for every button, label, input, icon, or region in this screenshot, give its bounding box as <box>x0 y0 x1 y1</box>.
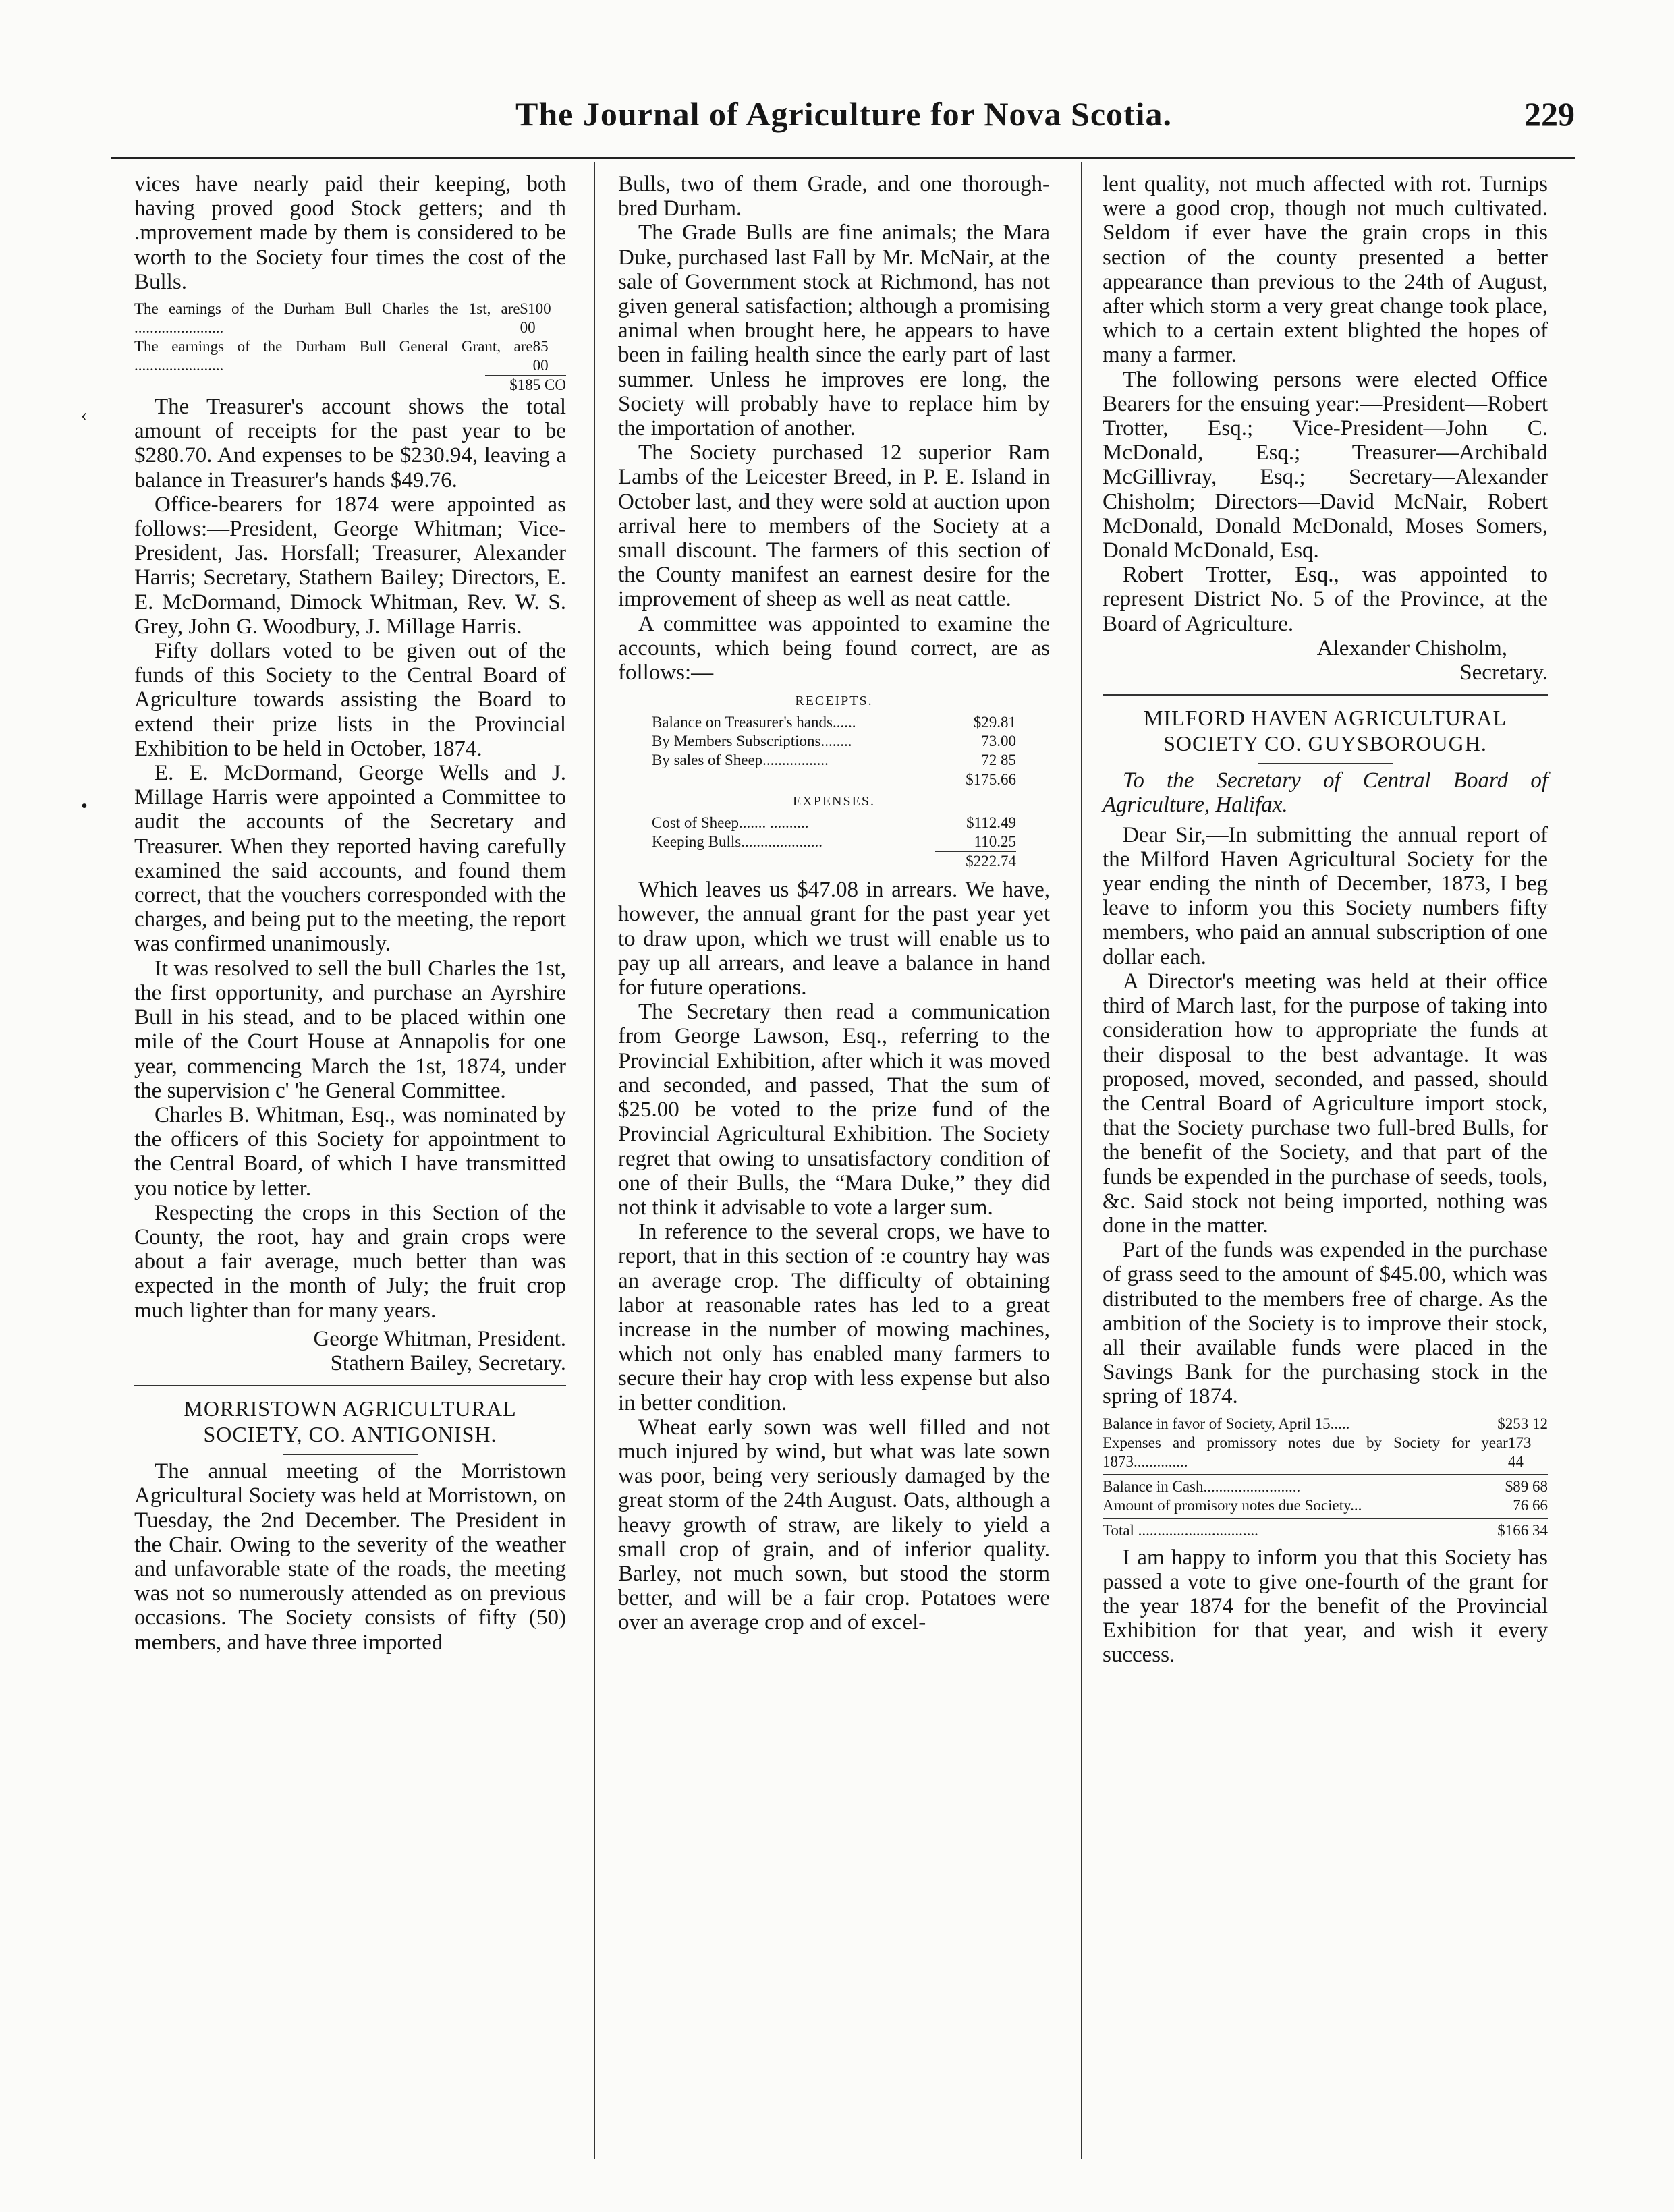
paragraph: It was resolved to sell the bull Charles the 1st, the first opportunity, and purchase an Ayrshire Bull in his stead, and to be placed within one mile of the Court House at Annapolis for one year, commencing March the 1st, 1874, under the supervision c' 'he General Committee. <box>134 956 566 1103</box>
table-row <box>652 832 1016 851</box>
section-rule <box>134 1385 566 1386</box>
table-total: $175.66 <box>935 770 1016 789</box>
row-label: Cost of Sheep....... .......... <box>652 814 809 832</box>
row-value: 85 00 <box>532 338 549 374</box>
signature-line: George Whitman, President. <box>313 1326 566 1351</box>
address-line: To the Secretary of Central Board of Agriculture, Halifax. <box>1103 768 1548 818</box>
table-divider <box>1103 1518 1548 1519</box>
row-label: The earnings of the Durham Bull Charles the 1st, are ....................... <box>134 300 520 337</box>
heading-rule <box>283 1454 418 1455</box>
row-value: 76 66 <box>1513 1496 1548 1514</box>
column-1 <box>134 172 566 1655</box>
table-row <box>1103 1415 1548 1434</box>
paragraph: Office-bearers for 1874 were appointed as follows:—President, George Whitman; Vice-President, Jas. Horsfall; Treasurer, Alexander Harris; Secretary, Stathern Bailey; Directors, E. E. McDormand, Dimock Whitman, Rev. W. S. Grey, John G. Woodbury, J. Millage Harris. <box>134 492 566 639</box>
row-label: By sales of Sheep................. <box>652 751 829 769</box>
bull-earnings-table <box>134 300 566 395</box>
table-row <box>1103 1521 1548 1540</box>
paragraph: Part of the funds was expended in the purchase of grass seed to the amount of $45.00, which was distributed to the members free of charge. As the ambition of the Society is to improve their stock, all their available funds were placed in the Savings Bank for the purchasing stock in the spring of 1874. <box>1103 1238 1548 1409</box>
signature-line: Alexander Chisholm, <box>1316 635 1507 660</box>
paragraph: The Grade Bulls are fine animals; the Mara Duke, purchased last Fall by Mr. McNair, at the sale of Government stock at Richmond, has not given general satisfaction; although a promising animal when brought here, he appears to have been in failing health since the early part of last summer. Unless he improves ere long, the Society will probably have to replace him by the importation of another. <box>618 221 1050 441</box>
signature-line: Stathern Bailey, Secretary. <box>330 1351 566 1376</box>
row-label: Balance in favor of Society, April 15..... <box>1103 1415 1350 1432</box>
row-label: Balance on Treasurer's hands...... <box>652 714 856 731</box>
table-row <box>652 732 1016 751</box>
paragraph: A Director's meeting was held at their office third of March last, for the purpose of taking into consideration how to appropriate the funds at their disposal to the best advantage. It was proposed, moved, seconded, and passed, should the Central Board of Agriculture import stock, that the Society purchase two full-bred Bulls, for the benefit of the Society, and that part of the funds be expended in the purchase of seeds, tools, &c. Said stock not being imported, nothing was done in the matter. <box>1103 969 1548 1238</box>
page-header <box>111 94 1575 147</box>
row-label: Total ............................... <box>1103 1521 1258 1539</box>
section-heading: MORRISTOWN AGRICULTURAL SOCIETY, CO. ANTIGONISH. <box>184 1396 517 1447</box>
paragraph: lent quality, not much affected with rot. Turnips were a good crop, though not much cultivated. Seldom if ever have the grain crops in this section of the county presented a better appearance than previous to the 24th of August, after which storm a very great change took place, which to a certain extent blighted the hopes of many a farmer. <box>1103 172 1548 368</box>
society-accounts-table <box>1103 1415 1548 1540</box>
row-value: $100 00 <box>520 300 551 337</box>
table-total: $185 CO <box>485 375 566 395</box>
margin-mark: • <box>81 796 88 817</box>
paragraph: The annual meeting of the Morristown Agricultural Society was held at Morristown, on Tuesday, the 2nd December. The President in the Chair. Owing to the severity of the weather and unfavorable state of the roads, the meeting was not so numerously attended as on previous occasions. The Society consists of fifty (50) members, and have three imported <box>134 1459 566 1655</box>
paragraph: Fifty dollars voted to be given out of the funds of this Society to the Central Board of Agriculture towards assisting the Board to extend their prize lists in the Provincial Exhibition to be held in October, 1874. <box>134 639 566 761</box>
table-row <box>134 300 566 337</box>
paragraph: Wheat early sown was well filled and not much injured by wind, but what was late sown was poor, being very seriously damaged by the great storm of the 24th August. Oats, although a heavy growth of straw, are likely to yield a small crop of grain, and of inferior quality. Barley, not much sown, but stood the storm better, and will be a fair crop. Potatoes were over an average crop and of excel- <box>618 1415 1050 1635</box>
expenses-heading: EXPENSES. <box>793 794 875 810</box>
table-row <box>134 337 566 375</box>
page-number: 229 <box>1524 95 1575 133</box>
paragraph: Respecting the crops in this Section of the County, the root, hay and grain crops were about a fair average, much better than was expected in the month of July; the fruit crop much lighter than for many years. <box>134 1200 566 1323</box>
section-heading: MILFORD HAVEN AGRICULTURAL SOCIETY CO. GUYSBOROUGH. <box>1143 706 1507 756</box>
paragraph: Dear Sir,—In submitting the annual report of the Milford Haven Agricultural Society for the year ending the ninth of December, 1873, I beg leave to inform you this Society numbers fifty members, who paid an annual subscription of one dollar each. <box>1103 822 1548 969</box>
row-value: 110.25 <box>974 833 1016 851</box>
table-row <box>652 751 1016 770</box>
paragraph: The Society purchased 12 superior Ram Lambs of the Leicester Breed, in P. E. Island in October last, and they were sold at auction upon arrival here to members of the Society at a small discount. The farmers of this section of the County manifest an earnest desire for the improvement of sheep as well as neat cattle. <box>618 441 1050 612</box>
table-row <box>1103 1496 1548 1515</box>
row-value: $112.49 <box>966 814 1016 832</box>
row-value: $89 68 <box>1505 1477 1548 1495</box>
table-row <box>652 713 1016 732</box>
table-row <box>652 814 1016 832</box>
row-value: 173 44 <box>1507 1434 1532 1470</box>
heading-rule <box>1258 763 1393 764</box>
row-value: $253 12 <box>1497 1415 1548 1432</box>
receipts-heading: RECEIPTS. <box>795 693 873 709</box>
paragraph: In reference to the several crops, we have to report, that in this section of :e country hay was an average crop. The difficulty of obtaining labor at reasonable rates has led to a great increase in the number of mowing machines, which not only has enabled many farmers to secure their hay crop with less expense but also in better condition. <box>618 1220 1050 1415</box>
paragraph: Charles B. Whitman, Esq., was nominated by the officers of this Society for appointment to the Central Board, of which I have transmitted you notice by letter. <box>134 1102 566 1201</box>
column-2 <box>618 172 1050 1635</box>
row-value: 73.00 <box>981 733 1016 750</box>
row-label: The earnings of the Durham Bull General Grant, are ....................... <box>134 338 533 374</box>
column-divider <box>594 162 595 2159</box>
row-label: Amount of promisory notes due Society... <box>1103 1496 1362 1514</box>
paragraph: I am happy to inform you that this Society has passed a vote to give one-fourth of the grant for the year 1874 for the benefit of the Provincial Exhibition for that year, and wish it every success. <box>1103 1545 1548 1668</box>
paragraph: Which leaves us $47.08 in arrears. We have, however, the annual grant for the past year yet to draw upon, which we trust will enable us to pay up all arrears, and leave a balance in hand for future operations. <box>618 878 1050 1000</box>
margin-mark: ‹ <box>81 405 88 426</box>
table-row <box>1103 1434 1548 1471</box>
row-label: Keeping Bulls..................... <box>652 833 822 851</box>
table-row <box>1103 1477 1548 1496</box>
paragraph: Robert Trotter, Esq., was appointed to represent District No. 5 of the Province, at the Board of Agriculture. <box>1103 563 1548 636</box>
table-divider <box>1103 1474 1548 1475</box>
paragraph: Bulls, two of them Grade, and one thorough-bred Durham. <box>618 172 1050 221</box>
paragraph: vices have nearly paid their keeping, both having proved good Stock getters; and th .mprovement made by them is considered to be worth to the Society four times the cost of the Bulls. <box>134 172 566 294</box>
signature-line: Secretary. <box>1459 660 1548 685</box>
row-label: By Members Subscriptions........ <box>652 733 852 750</box>
column-3 <box>1103 172 1548 1668</box>
table-total: $222.74 <box>935 851 1016 871</box>
row-label: Expenses and promissory notes due by Society for year 1873.............. <box>1103 1434 1508 1470</box>
paragraph: E. E. McDormand, George Wells and J. Millage Harris were appointed a Committee to audit the accounts of the Secretary and Treasurer. When they reported having carefully examined the said accounts, and found them correct, that the vouchers corresponded with the charges, and being put to the meeting, the report was confirmed unanimously. <box>134 761 566 957</box>
section-rule <box>1103 694 1548 696</box>
header-rule <box>111 157 1575 159</box>
row-value: $166 34 <box>1497 1521 1548 1539</box>
row-value: $29.81 <box>973 714 1016 731</box>
paragraph: The Secretary then read a communication from George Lawson, Esq., referring to the Provincial Exhibition, after which it was moved and seconded, and passed, That the sum of $25.00 be voted to the prize fund of the Provincial Agricultural Exhibition. The Society regret that owing to unsatisfactory condition of one of their Bulls, the “Mara Duke,” they did not think it advisable to vote a larger sum. <box>618 1000 1050 1220</box>
row-label: Balance in Cash......................... <box>1103 1477 1301 1495</box>
row-value: 72 85 <box>981 751 1016 769</box>
paragraph: The following persons were elected Office Bearers for the ensuing year:—President—Robert Trotter, Esq.; Vice-President—John C. McDonald, Esq.; Treasurer—Archibald McGillivray, Esq.; Secretary—Alexander Chisholm; Directors—David McNair, Robert McDonald, Donald McDonald, Moses Somers, Donald McDonald, Esq. <box>1103 367 1548 563</box>
column-divider <box>1081 162 1082 2159</box>
journal-title: The Journal of Agriculture for Nova Scotia. <box>515 95 1173 133</box>
paragraph: A committee was appointed to examine the accounts, which being found correct, are as follows:— <box>618 611 1050 685</box>
accounts-table <box>652 691 1016 871</box>
paragraph: The Treasurer's account shows the total amount of receipts for the past year to be $280.70. And expenses to be $230.94, leaving a balance in Treasurer's hands $49.76. <box>134 395 566 492</box>
